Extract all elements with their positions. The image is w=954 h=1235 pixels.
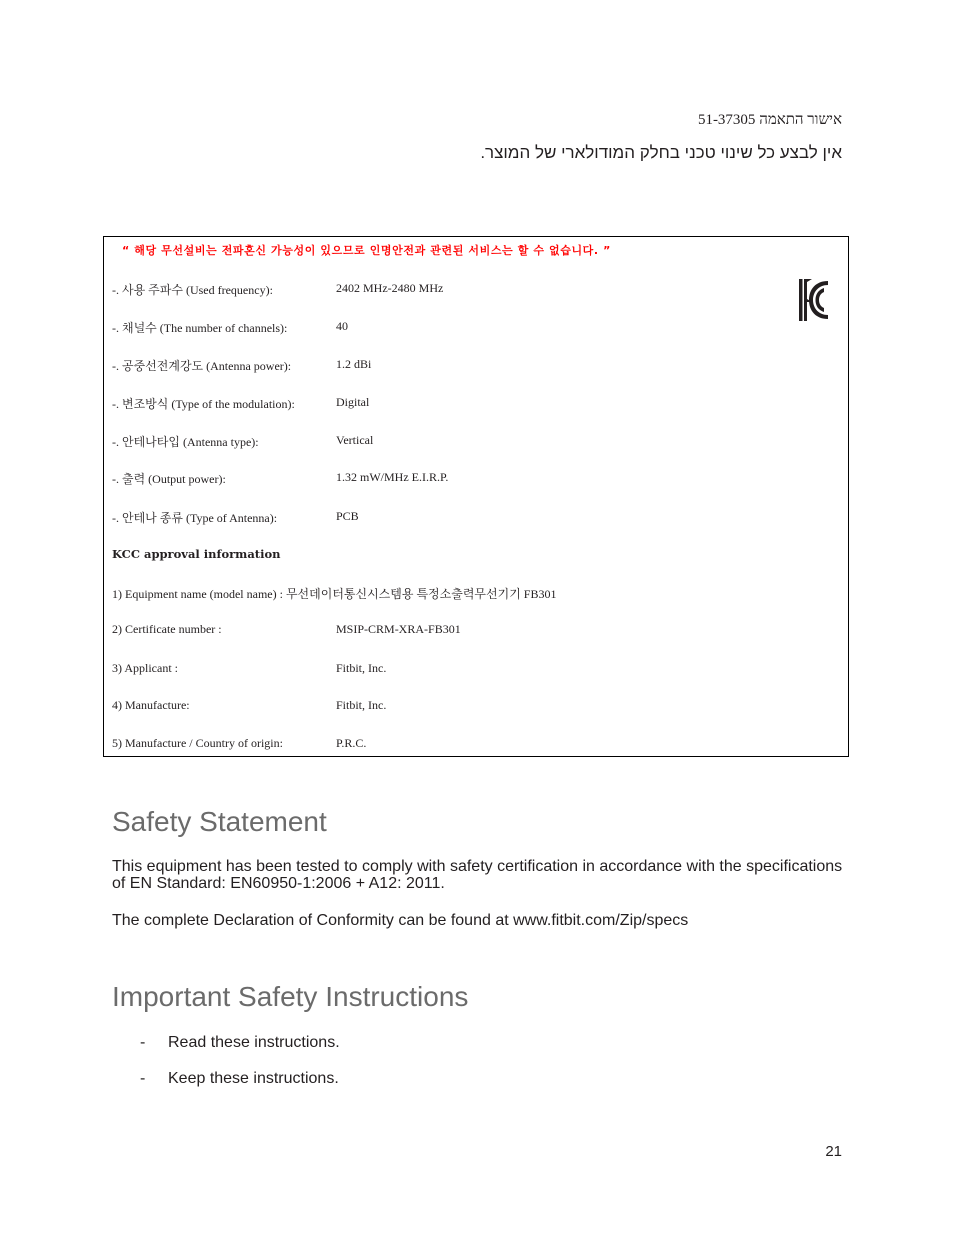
list-item bbox=[140, 1034, 340, 1052]
kcc-row-value: Fitbit, Inc. bbox=[336, 698, 387, 712]
kcc-row-label: 3) Applicant : bbox=[112, 661, 178, 675]
page-number: 21 bbox=[825, 1143, 842, 1160]
kcc-row-value: P.R.C. bbox=[336, 736, 367, 750]
kcc-row-country bbox=[112, 736, 367, 751]
kc-mark-icon bbox=[798, 277, 830, 323]
kc-row-antenna-type bbox=[112, 433, 374, 450]
kc-row-value: PCB bbox=[336, 509, 359, 523]
kc-row-antenna-power bbox=[112, 357, 372, 374]
important-safety-heading: Important Safety Instructions bbox=[112, 981, 469, 1012]
kc-row-output-power bbox=[112, 470, 449, 487]
kcc-row-certificate bbox=[112, 622, 461, 637]
kc-row-label: -. 출력 (Output power): bbox=[112, 472, 226, 486]
bullet-dash: - bbox=[140, 1034, 146, 1051]
kc-row-modulation bbox=[112, 395, 370, 412]
list-item-text: Keep these instructions. bbox=[168, 1070, 339, 1087]
kc-row-value: 1.2 dBi bbox=[336, 357, 372, 371]
kc-row-label: -. 변조방식 (Type of the modulation): bbox=[112, 397, 295, 411]
kc-certification-box bbox=[103, 236, 849, 757]
kc-row-antenna-kind bbox=[112, 509, 359, 526]
kcc-row-label: 2) Certificate number : bbox=[112, 622, 222, 636]
kc-warning-text: “ 해당 무선설비는 전파혼신 가능성이 있으므로 인명안전과 관련된 서비스는 할 수 없습니다. ” bbox=[122, 244, 611, 257]
kc-row-channels bbox=[112, 319, 348, 336]
kc-row-value: Digital bbox=[336, 395, 370, 409]
kc-row-value: Vertical bbox=[336, 433, 374, 447]
kc-row-label: -. 안테나타입 (Antenna type): bbox=[112, 435, 259, 449]
safety-statement-heading: Safety Statement bbox=[112, 806, 327, 837]
kcc-row-equipment-name bbox=[112, 585, 556, 602]
kcc-row-applicant bbox=[112, 661, 387, 676]
kc-row-label: -. 공중선전계강도 (Antenna power): bbox=[112, 359, 292, 373]
kc-row-label: -. 안테나 종류 (Type of Antenna): bbox=[112, 511, 278, 525]
safety-paragraph: This equipment has been tested to comply with safety certification in accordance with the specifications of EN Standard: EN60950-1:2006 + A12: 2011. bbox=[112, 858, 843, 892]
kcc-approval-heading: KCC approval information bbox=[112, 547, 281, 561]
kcc-row-label: 4) Manufacture: bbox=[112, 698, 190, 712]
kc-row-label: -. 채널수 (The number of channels): bbox=[112, 321, 288, 335]
kcc-row-label: 5) Manufacture / Country of origin: bbox=[112, 736, 283, 750]
hebrew-approval-line: 51-37305 אישור התאמה bbox=[697, 112, 842, 128]
kc-row-label: -. 사용 주파수 (Used frequency): bbox=[112, 283, 273, 297]
kc-row-value: 1.32 mW/MHz E.I.R.P. bbox=[336, 470, 449, 484]
kcc-row-label: 1) Equipment name (model name) : 무선데이터통신시스템용 특정소출력무선기기 FB301 bbox=[112, 587, 557, 601]
hebrew-section bbox=[242, 112, 842, 163]
kc-row-value: 40 bbox=[336, 319, 348, 333]
kc-row-frequency bbox=[112, 281, 444, 298]
kcc-row-value: Fitbit, Inc. bbox=[336, 661, 387, 675]
declaration-paragraph: The complete Declaration of Conformity can be found at www.fitbit.com/Zip/specs bbox=[112, 912, 689, 929]
list-item bbox=[140, 1070, 339, 1088]
bullet-dash: - bbox=[140, 1070, 146, 1087]
kcc-row-manufacture bbox=[112, 698, 387, 713]
hebrew-notice: אין לבצע כל שינוי טכני בחלק המודולארי של המוצר. bbox=[480, 143, 842, 162]
list-item-text: Read these instructions. bbox=[168, 1034, 340, 1051]
kc-row-value: 2402 MHz-2480 MHz bbox=[336, 281, 444, 295]
kcc-row-value: MSIP-CRM-XRA-FB301 bbox=[336, 622, 461, 636]
